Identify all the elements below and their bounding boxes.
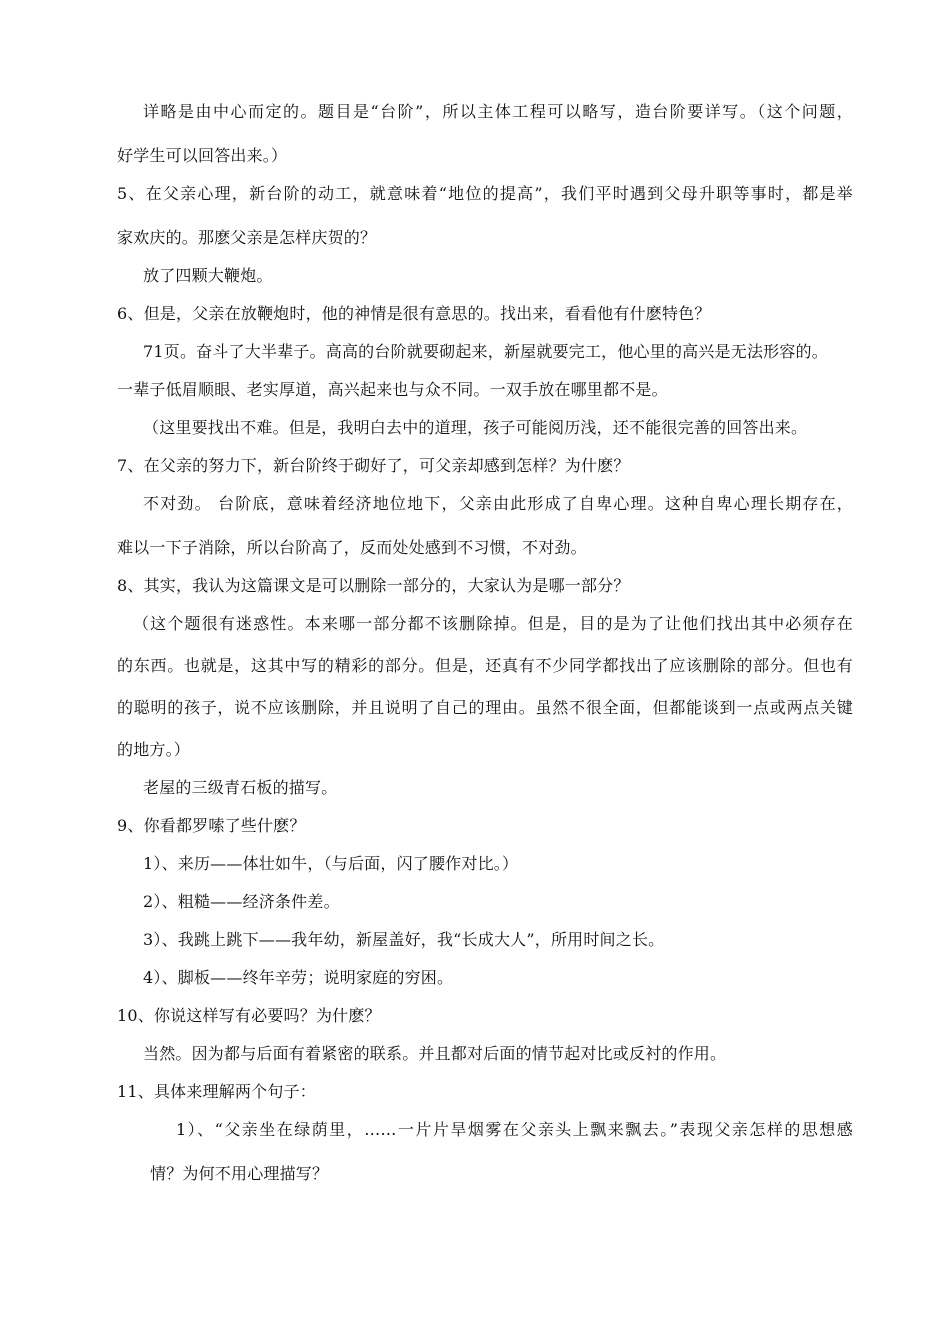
text-line: 好学生可以回答出来。） (117, 146, 288, 165)
answer-line: 不对劲。 台阶底，意味着经济地位地下，父亲由此形成了自卑心理。这种自卑心理长期存在， (143, 494, 853, 513)
question-8: 8、其实，我认为这篇课文是可以删除一部分的，大家认为是哪一部分？ (117, 576, 630, 595)
question-11: 11、具体来理解两个句子： (117, 1082, 316, 1101)
text-line: 的地方。） (117, 740, 191, 759)
list-item: 2）、粗糙——经济条件差。 (143, 892, 340, 911)
question-7: 7、在父亲的努力下，新台阶终于砌好了，可父亲却感到怎样？为什麽？ (117, 456, 630, 475)
text-line: 情？为何不用心理描写？ (150, 1164, 329, 1183)
note-line: （这个题很有迷惑性。本来哪一部分都不该删除掉。但是，目的是为了让他们找出其中必须存在 (133, 614, 853, 633)
answer-line: 放了四颗大鞭炮。 (143, 266, 273, 285)
text-line: 难以一下子消除，所以台阶高了，反而处处感到不习惯，不对劲。 (117, 538, 587, 557)
question-10: 10、你说这样写有必要吗？为什麽？ (117, 1006, 381, 1025)
question-5: 5、在父亲心理，新台阶的动工，就意味着“地位的提高”，我们平时遇到父母升职等事时，都是举 (117, 184, 853, 203)
sentence-item: 1）、“父亲坐在绿荫里，……一片片旱烟雾在父亲头上飘来飘去。”表现父亲怎样的思想感 (176, 1120, 853, 1139)
text-line: 的聪明的孩子，说不应该删除，并且说明了自己的理由。虽然不很全面，但都能谈到一点或两点关键 (117, 698, 853, 717)
list-item: 4）、脚板——终年辛劳；说明家庭的穷困。 (143, 968, 454, 987)
list-item: 3）、我跳上跳下——我年幼，新屋盖好，我“长成大人”，所用时间之长。 (143, 930, 665, 949)
question-6: 6、但是，父亲在放鞭炮时，他的神情是很有意思的。找出来，看看他有什麽特色？ (117, 304, 711, 323)
question-9: 9、你看都罗嗦了些什麽？ (117, 816, 306, 835)
note-line: （这里要找出不难。但是，我明白去中的道理，孩子可能阅历浅，还不能很完善的回答出来。 (143, 418, 808, 437)
list-item: 1）、来历——体壮如牛，（与后面，闪了腰作对比。） (143, 854, 519, 873)
text-line: 的东西。也就是，这其中写的精彩的部分。但是，还真有不少同学都找出了应该删除的部分。但也有 (117, 656, 853, 675)
answer-line: 当然。因为都与后面有着紧密的联系。并且都对后面的情节起对比或反衬的作用。 (143, 1044, 727, 1063)
text-line: 一辈子低眉顺眼、老实厚道，高兴起来也与众不同。一双手放在哪里都不是。 (117, 380, 668, 399)
text-line: 家欢庆的。那麽父亲是怎样庆贺的？ (117, 228, 377, 247)
answer-line: 老屋的三级青石板的描写。 (143, 778, 338, 797)
answer-line: 71页。奋斗了大半辈子。高高的台阶就要砌起来，新屋就要完工，他心里的高兴是无法形容的。 (143, 342, 828, 361)
text-line: 详略是由中心而定的。题目是“台阶”，所以主体工程可以略写，造台阶要详写。（这个问题， (143, 102, 853, 121)
